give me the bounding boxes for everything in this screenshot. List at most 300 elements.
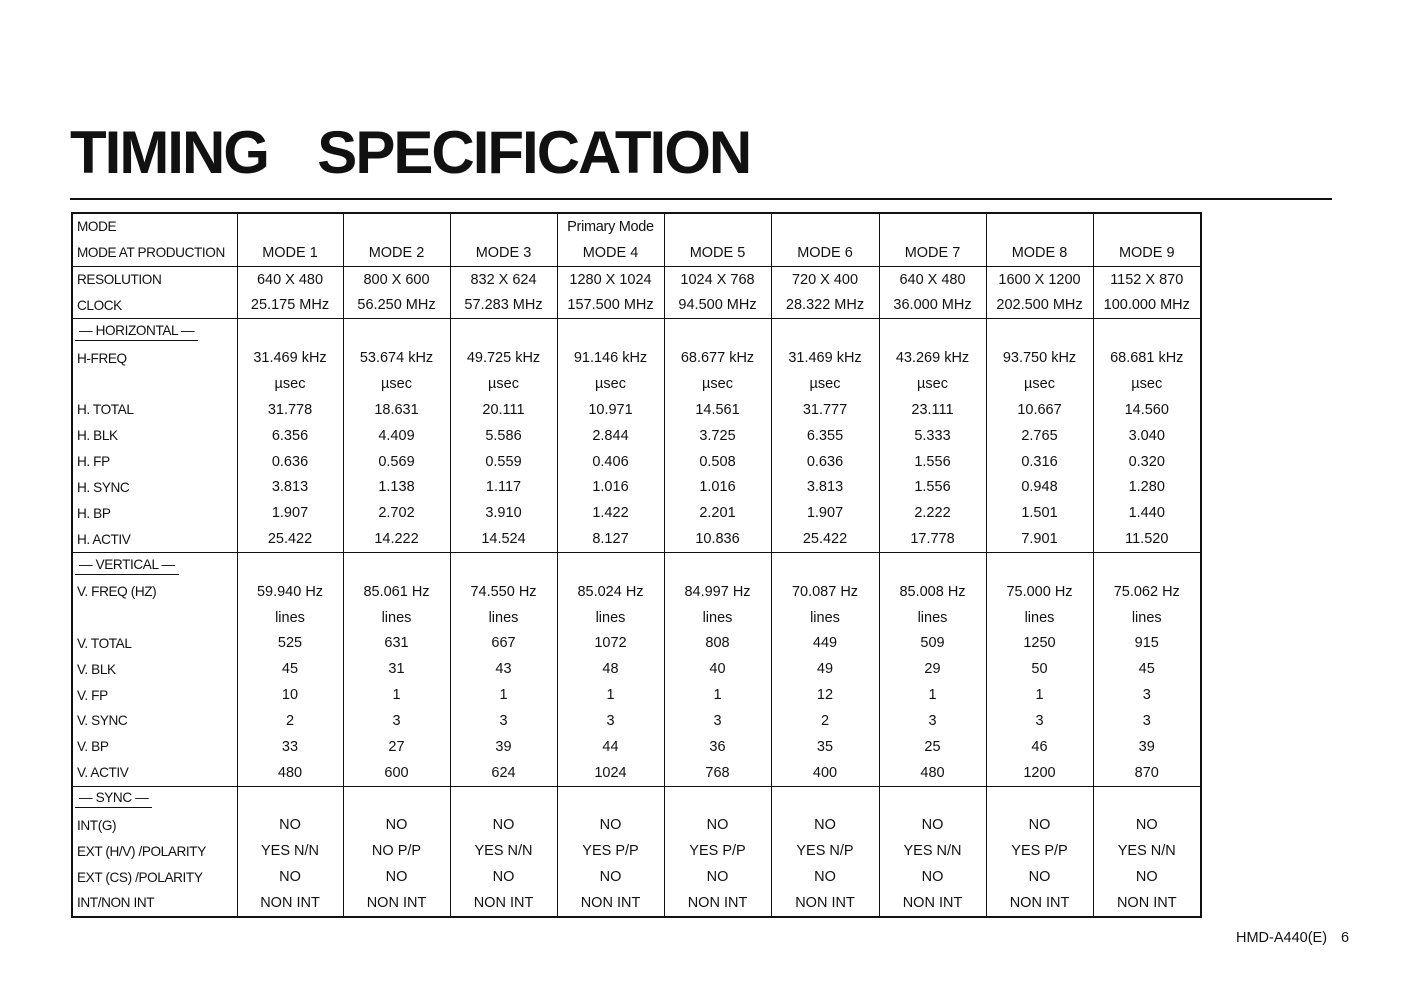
mode-3-cell: 1 — [450, 682, 557, 708]
empty-cell — [1093, 786, 1201, 812]
mode-6-cell: 25.422 — [771, 526, 879, 552]
row-label: H-FREQ — [77, 350, 127, 366]
mode-4-cell: NO — [557, 864, 664, 890]
mode-2-cell: 800 X 600 — [343, 266, 450, 292]
table-row — [72, 734, 1201, 760]
mode-5-cell: 84.997 Hz — [664, 579, 771, 605]
mode-1-cell: YES N/N — [237, 838, 343, 864]
mode-5-cell: 40 — [664, 656, 771, 682]
row-label — [72, 371, 237, 397]
table-row — [72, 293, 1201, 319]
mode-3-cell: 20.111 — [450, 397, 557, 423]
mode-4-cell: MODE 4 — [557, 240, 664, 266]
mode-5-cell: 1 — [664, 682, 771, 708]
mode-7-cell: 3 — [879, 708, 986, 734]
table-row — [72, 579, 1201, 605]
mode-3-cell: 1.117 — [450, 474, 557, 500]
mode-1-cell: NON INT — [237, 890, 343, 917]
mode-6-cell: 31.469 kHz — [771, 345, 879, 371]
mode-4-cell: 1 — [557, 682, 664, 708]
row-label: EXT (H/V) /POLARITY — [77, 843, 206, 859]
table-row — [72, 890, 1201, 917]
section-heading: — HORIZONTAL — — [75, 323, 198, 341]
empty-cell — [879, 786, 986, 812]
mode-4-cell: µsec — [557, 371, 664, 397]
mode-5-cell: NO — [664, 812, 771, 838]
mode-6-cell: 449 — [771, 631, 879, 657]
row-label: MODE AT PRODUCTION — [77, 245, 225, 261]
empty-cell — [664, 319, 771, 345]
empty-cell — [237, 786, 343, 812]
timing-table — [71, 212, 1202, 918]
section-cell — [72, 552, 237, 578]
mode-5-cell: MODE 5 — [664, 240, 771, 266]
empty-cell — [450, 319, 557, 345]
mode-7-cell: 5.333 — [879, 423, 986, 449]
mode-4-cell: 1.016 — [557, 474, 664, 500]
mode-9-cell: 14.560 — [1093, 397, 1201, 423]
mode-5-cell: 10.836 — [664, 526, 771, 552]
empty-cell — [1093, 319, 1201, 345]
row-label: INT(G) — [77, 817, 117, 833]
mode-6-cell: 49 — [771, 656, 879, 682]
page-number: 6 — [1341, 930, 1350, 946]
mode-8-cell: NO — [986, 812, 1093, 838]
mode-2-cell: lines — [343, 605, 450, 631]
empty-cell — [771, 552, 879, 578]
mode-7-cell: NO — [879, 812, 986, 838]
mode-6-cell: 0.636 — [771, 449, 879, 475]
row-label: V. FREQ (HZ) — [77, 584, 157, 600]
mode-5-cell: 1.016 — [664, 474, 771, 500]
mode-7-cell: 23.111 — [879, 397, 986, 423]
title-rule — [70, 198, 1332, 200]
mode-8-cell: 1.501 — [986, 500, 1093, 526]
mode-5-cell: 1024 X 768 — [664, 266, 771, 292]
mode-6-cell: 6.355 — [771, 423, 879, 449]
section-heading: — SYNC — — [75, 790, 152, 808]
mode-3-cell: NO — [450, 864, 557, 890]
row-label: V. TOTAL — [77, 635, 132, 651]
mode-8-cell: 7.901 — [986, 526, 1093, 552]
mode-3-cell: 39 — [450, 734, 557, 760]
mode-4-cell: 1280 X 1024 — [557, 266, 664, 292]
empty-cell — [1093, 552, 1201, 578]
mode-8-cell: 93.750 kHz — [986, 345, 1093, 371]
mode-8-cell: 3 — [986, 708, 1093, 734]
mode-7-cell: 509 — [879, 631, 986, 657]
mode-9-cell: 0.320 — [1093, 449, 1201, 475]
row-label: MODE — [77, 219, 117, 235]
mode-6-cell: MODE 6 — [771, 240, 879, 266]
mode-6-cell: 1.907 — [771, 500, 879, 526]
mode-8-cell: NON INT — [986, 890, 1093, 917]
mode-1-cell: 6.356 — [237, 423, 343, 449]
mode-9-cell: NO — [1093, 864, 1201, 890]
mode-4-cell: 0.406 — [557, 449, 664, 475]
timing-table-body — [72, 213, 1201, 917]
mode-9-cell: 39 — [1093, 734, 1201, 760]
mode-3-cell: 624 — [450, 760, 557, 786]
mode-9-cell: 1.280 — [1093, 474, 1201, 500]
mode-7-cell: YES N/N — [879, 838, 986, 864]
mode-8-cell: 1 — [986, 682, 1093, 708]
mode-5-cell — [664, 213, 771, 240]
mode-1-cell: µsec — [237, 371, 343, 397]
mode-9-cell: 100.000 MHz — [1093, 293, 1201, 319]
mode-8-cell — [986, 213, 1093, 240]
empty-cell — [557, 786, 664, 812]
empty-cell — [771, 319, 879, 345]
mode-1-cell: 0.636 — [237, 449, 343, 475]
mode-3-cell: µsec — [450, 371, 557, 397]
empty-cell — [450, 552, 557, 578]
mode-7-cell: 36.000 MHz — [879, 293, 986, 319]
mode-6-cell: NON INT — [771, 890, 879, 917]
table-row — [72, 213, 1201, 240]
mode-8-cell: 1250 — [986, 631, 1093, 657]
mode-9-cell: 915 — [1093, 631, 1201, 657]
table-row — [72, 526, 1201, 552]
table-row — [72, 864, 1201, 890]
mode-9-cell: MODE 9 — [1093, 240, 1201, 266]
table-row — [72, 266, 1201, 292]
row-label: INT/NON INT — [77, 895, 155, 911]
mode-7-cell: 43.269 kHz — [879, 345, 986, 371]
mode-4-cell: 3 — [557, 708, 664, 734]
mode-5-cell: 68.677 kHz — [664, 345, 771, 371]
empty-cell — [237, 552, 343, 578]
mode-1-cell: 59.940 Hz — [237, 579, 343, 605]
mode-5-cell: 768 — [664, 760, 771, 786]
empty-cell — [557, 552, 664, 578]
mode-5-cell: NON INT — [664, 890, 771, 917]
mode-3-cell: 3 — [450, 708, 557, 734]
table-row — [72, 760, 1201, 786]
mode-6-cell: YES N/P — [771, 838, 879, 864]
mode-2-cell: NON INT — [343, 890, 450, 917]
mode-8-cell: 10.667 — [986, 397, 1093, 423]
row-label: H. BP — [77, 505, 111, 521]
mode-5-cell: 94.500 MHz — [664, 293, 771, 319]
mode-5-cell: NO — [664, 864, 771, 890]
mode-6-cell: 3.813 — [771, 474, 879, 500]
section-row — [72, 786, 1201, 812]
mode-6-cell: lines — [771, 605, 879, 631]
mode-3-cell: lines — [450, 605, 557, 631]
table-row — [72, 240, 1201, 266]
mode-9-cell: NON INT — [1093, 890, 1201, 917]
section-cell — [72, 319, 237, 345]
mode-2-cell: 53.674 kHz — [343, 345, 450, 371]
mode-7-cell: 2.222 — [879, 500, 986, 526]
table-row — [72, 474, 1201, 500]
mode-9-cell: 1152 X 870 — [1093, 266, 1201, 292]
mode-4-cell: 85.024 Hz — [557, 579, 664, 605]
mode-9-cell: NO — [1093, 812, 1201, 838]
mode-9-cell: 1.440 — [1093, 500, 1201, 526]
row-label: H. ACTIV — [77, 531, 131, 547]
mode-5-cell: YES P/P — [664, 838, 771, 864]
mode-3-cell: 43 — [450, 656, 557, 682]
mode-3-cell: 74.550 Hz — [450, 579, 557, 605]
mode-9-cell: 3 — [1093, 682, 1201, 708]
row-label: V. BLK — [77, 661, 116, 677]
section-row — [72, 319, 1201, 345]
mode-7-cell: 1.556 — [879, 474, 986, 500]
mode-8-cell: 2.765 — [986, 423, 1093, 449]
mode-9-cell: 3.040 — [1093, 423, 1201, 449]
mode-7-cell: lines — [879, 605, 986, 631]
row-label: V. BP — [77, 739, 109, 755]
mode-3-cell — [450, 213, 557, 240]
mode-4-cell: 1.422 — [557, 500, 664, 526]
mode-4-cell: 2.844 — [557, 423, 664, 449]
mode-9-cell: 3 — [1093, 708, 1201, 734]
mode-3-cell: NO — [450, 812, 557, 838]
mode-2-cell: MODE 2 — [343, 240, 450, 266]
mode-2-cell: 27 — [343, 734, 450, 760]
mode-1-cell: 31.778 — [237, 397, 343, 423]
mode-3-cell: NON INT — [450, 890, 557, 917]
mode-1-cell: MODE 1 — [237, 240, 343, 266]
page-title: TIMING SPECIFICATION — [70, 119, 751, 186]
mode-8-cell: NO — [986, 864, 1093, 890]
mode-7-cell: MODE 7 — [879, 240, 986, 266]
mode-9-cell: 870 — [1093, 760, 1201, 786]
mode-9-cell: 75.062 Hz — [1093, 579, 1201, 605]
mode-6-cell: 400 — [771, 760, 879, 786]
table-row — [72, 345, 1201, 371]
mode-6-cell: NO — [771, 864, 879, 890]
mode-5-cell: 0.508 — [664, 449, 771, 475]
row-label: H. FP — [77, 454, 110, 470]
mode-1-cell: 640 X 480 — [237, 266, 343, 292]
mode-1-cell: 1.907 — [237, 500, 343, 526]
mode-3-cell: 14.524 — [450, 526, 557, 552]
mode-3-cell: 57.283 MHz — [450, 293, 557, 319]
table-row — [72, 500, 1201, 526]
row-label: V. SYNC — [77, 713, 128, 729]
mode-6-cell: 70.087 Hz — [771, 579, 879, 605]
mode-8-cell: 75.000 Hz — [986, 579, 1093, 605]
table-row — [72, 708, 1201, 734]
mode-2-cell: NO — [343, 864, 450, 890]
mode-8-cell: µsec — [986, 371, 1093, 397]
mode-8-cell: 1200 — [986, 760, 1093, 786]
mode-8-cell: 0.948 — [986, 474, 1093, 500]
mode-1-cell: lines — [237, 605, 343, 631]
mode-5-cell: 14.561 — [664, 397, 771, 423]
mode-7-cell: 1 — [879, 682, 986, 708]
mode-7-cell: 25 — [879, 734, 986, 760]
mode-5-cell: 3 — [664, 708, 771, 734]
mode-2-cell: NO — [343, 812, 450, 838]
table-row — [72, 605, 1201, 631]
mode-7-cell: 29 — [879, 656, 986, 682]
mode-5-cell: 36 — [664, 734, 771, 760]
mode-2-cell: 4.409 — [343, 423, 450, 449]
mode-4-cell: 8.127 — [557, 526, 664, 552]
mode-2-cell: µsec — [343, 371, 450, 397]
table-row — [72, 682, 1201, 708]
mode-8-cell: lines — [986, 605, 1093, 631]
mode-1-cell: NO — [237, 864, 343, 890]
mode-5-cell: 3.725 — [664, 423, 771, 449]
mode-2-cell: 56.250 MHz — [343, 293, 450, 319]
mode-4-cell: 10.971 — [557, 397, 664, 423]
mode-1-cell — [237, 213, 343, 240]
mode-6-cell: 28.322 MHz — [771, 293, 879, 319]
empty-cell — [343, 552, 450, 578]
mode-2-cell: 631 — [343, 631, 450, 657]
table-row — [72, 423, 1201, 449]
mode-9-cell — [1093, 213, 1201, 240]
mode-4-cell: NO — [557, 812, 664, 838]
empty-cell — [664, 552, 771, 578]
mode-9-cell: µsec — [1093, 371, 1201, 397]
mode-6-cell: µsec — [771, 371, 879, 397]
empty-cell — [450, 786, 557, 812]
row-label: EXT (CS) /POLARITY — [77, 869, 203, 885]
mode-8-cell: 1600 X 1200 — [986, 266, 1093, 292]
table-row — [72, 812, 1201, 838]
mode-7-cell — [879, 213, 986, 240]
mode-7-cell: 85.008 Hz — [879, 579, 986, 605]
mode-4-cell: 1072 — [557, 631, 664, 657]
mode-2-cell: 1 — [343, 682, 450, 708]
mode-3-cell: YES N/N — [450, 838, 557, 864]
mode-4-cell: 91.146 kHz — [557, 345, 664, 371]
mode-6-cell: 720 X 400 — [771, 266, 879, 292]
mode-6-cell: NO — [771, 812, 879, 838]
row-label — [72, 605, 237, 631]
mode-4-cell: 48 — [557, 656, 664, 682]
mode-8-cell: 46 — [986, 734, 1093, 760]
primary-mode-label: Primary Mode — [557, 213, 664, 240]
mode-3-cell: 0.559 — [450, 449, 557, 475]
mode-3-cell: 667 — [450, 631, 557, 657]
mode-3-cell: 5.586 — [450, 423, 557, 449]
row-label: H. TOTAL — [77, 402, 134, 418]
mode-2-cell: 2.702 — [343, 500, 450, 526]
table-row — [72, 838, 1201, 864]
mode-1-cell: NO — [237, 812, 343, 838]
table-row — [72, 371, 1201, 397]
mode-5-cell: 2.201 — [664, 500, 771, 526]
table-row — [72, 449, 1201, 475]
mode-2-cell — [343, 213, 450, 240]
empty-cell — [664, 786, 771, 812]
mode-2-cell: 14.222 — [343, 526, 450, 552]
mode-3-cell: 832 X 624 — [450, 266, 557, 292]
mode-2-cell: 0.569 — [343, 449, 450, 475]
mode-1-cell: 31.469 kHz — [237, 345, 343, 371]
mode-1-cell: 525 — [237, 631, 343, 657]
row-label: V. ACTIV — [77, 765, 129, 781]
mode-2-cell: 600 — [343, 760, 450, 786]
mode-4-cell: 1024 — [557, 760, 664, 786]
mode-1-cell: 3.813 — [237, 474, 343, 500]
section-heading: — VERTICAL — — [75, 557, 179, 575]
mode-5-cell: µsec — [664, 371, 771, 397]
empty-cell — [343, 319, 450, 345]
mode-1-cell: 2 — [237, 708, 343, 734]
mode-9-cell: lines — [1093, 605, 1201, 631]
mode-1-cell: 10 — [237, 682, 343, 708]
mode-2-cell: 31 — [343, 656, 450, 682]
mode-4-cell: YES P/P — [557, 838, 664, 864]
mode-4-cell: 157.500 MHz — [557, 293, 664, 319]
mode-8-cell: 50 — [986, 656, 1093, 682]
mode-1-cell: 33 — [237, 734, 343, 760]
mode-9-cell: YES N/N — [1093, 838, 1201, 864]
empty-cell — [879, 319, 986, 345]
table-row — [72, 397, 1201, 423]
mode-8-cell: 0.316 — [986, 449, 1093, 475]
mode-2-cell: 18.631 — [343, 397, 450, 423]
empty-cell — [771, 786, 879, 812]
mode-4-cell: lines — [557, 605, 664, 631]
mode-7-cell: 1.556 — [879, 449, 986, 475]
model-number: HMD-A440(E) — [1236, 930, 1328, 946]
mode-1-cell: 25.175 MHz — [237, 293, 343, 319]
table-row — [72, 656, 1201, 682]
section-cell — [72, 786, 237, 812]
mode-6-cell: 12 — [771, 682, 879, 708]
row-label: H. SYNC — [77, 479, 130, 495]
mode-7-cell: 17.778 — [879, 526, 986, 552]
mode-4-cell: NON INT — [557, 890, 664, 917]
mode-3-cell: 3.910 — [450, 500, 557, 526]
mode-6-cell: 35 — [771, 734, 879, 760]
mode-5-cell: 808 — [664, 631, 771, 657]
mode-7-cell: 640 X 480 — [879, 266, 986, 292]
empty-cell — [986, 552, 1093, 578]
row-label: RESOLUTION — [72, 266, 237, 292]
mode-9-cell: 68.681 kHz — [1093, 345, 1201, 371]
mode-1-cell: 25.422 — [237, 526, 343, 552]
mode-6-cell — [771, 213, 879, 240]
mode-6-cell: 2 — [771, 708, 879, 734]
mode-2-cell: 3 — [343, 708, 450, 734]
mode-9-cell: 45 — [1093, 656, 1201, 682]
empty-cell — [557, 319, 664, 345]
mode-8-cell: 202.500 MHz — [986, 293, 1093, 319]
mode-9-cell: 11.520 — [1093, 526, 1201, 552]
empty-cell — [986, 786, 1093, 812]
row-label: H. BLK — [77, 428, 118, 444]
mode-5-cell: lines — [664, 605, 771, 631]
empty-cell — [237, 319, 343, 345]
mode-2-cell: 1.138 — [343, 474, 450, 500]
mode-4-cell: 44 — [557, 734, 664, 760]
mode-7-cell: 480 — [879, 760, 986, 786]
mode-1-cell: 45 — [237, 656, 343, 682]
mode-7-cell: NO — [879, 864, 986, 890]
mode-8-cell: MODE 8 — [986, 240, 1093, 266]
row-label: CLOCK — [77, 297, 122, 313]
empty-cell — [986, 319, 1093, 345]
empty-cell — [879, 552, 986, 578]
page-footer — [1236, 930, 1349, 946]
mode-2-cell: 85.061 Hz — [343, 579, 450, 605]
row-label: V. FP — [77, 687, 108, 703]
mode-3-cell: 49.725 kHz — [450, 345, 557, 371]
empty-cell — [343, 786, 450, 812]
mode-3-cell: MODE 3 — [450, 240, 557, 266]
mode-7-cell: µsec — [879, 371, 986, 397]
